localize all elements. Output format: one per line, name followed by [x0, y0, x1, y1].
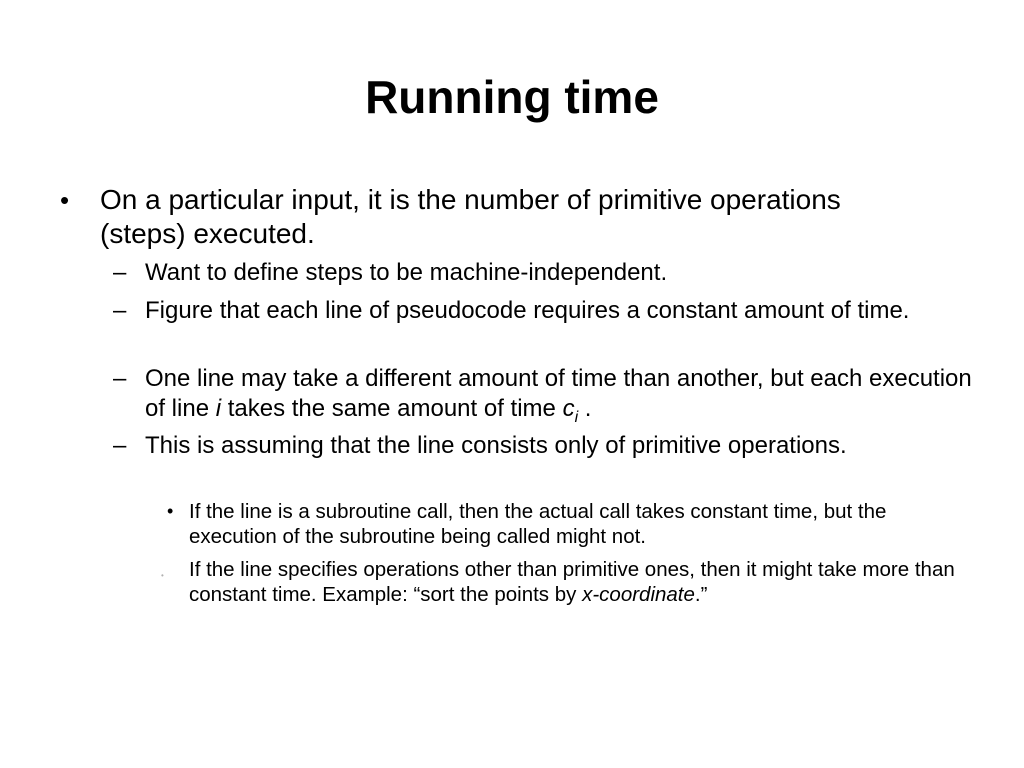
- bullet-level2: [113, 364, 975, 433]
- bullet-level2: [113, 258, 975, 288]
- cost-subscript: i: [574, 409, 579, 426]
- line-variable: i: [215, 395, 222, 422]
- bullet-level1: [60, 183, 880, 251]
- bullet-text-part: takes the same amount of time: [221, 395, 563, 422]
- bullet-level3: [167, 499, 979, 549]
- bullet-level2: [113, 431, 975, 461]
- bullet-text: On a particular input, it is the number of primitive operations (steps) executed.: [100, 184, 841, 249]
- dash-marker: –: [113, 259, 127, 286]
- bullet-text-part: .: [578, 395, 592, 422]
- bullet-text: This is assuming that the line consists only of primitive operations.: [145, 432, 847, 459]
- cost-variable: c: [562, 395, 575, 422]
- bullet-text: Want to define steps to be machine-independent.: [145, 259, 668, 286]
- dash-marker: –: [113, 365, 127, 392]
- slide-title: Running time: [365, 71, 659, 123]
- bullet-level3: [161, 557, 979, 607]
- dash-marker: –: [113, 297, 127, 324]
- bullet-marker: •: [60, 185, 70, 215]
- bullet-marker: •: [161, 571, 164, 580]
- bullet-text-part: .”: [694, 583, 708, 606]
- bullet-text-part: One line may take a different amount of time than another, but each execution of line: [145, 365, 972, 422]
- italic-term: x-coordinate: [582, 583, 695, 606]
- bullet-text-part: If the line specifies operations other than primitive ones, then it might take more than constant time. Example: “sort the points by: [189, 558, 955, 606]
- bullet-level2: [113, 296, 975, 326]
- dash-marker: –: [113, 432, 127, 459]
- bullet-text: Figure that each line of pseudocode requires a constant amount of time.: [145, 297, 910, 324]
- bullet-text: If the line is a subroutine call, then the actual call takes constant time, but the execution of the subroutine being called might not.: [189, 500, 887, 548]
- bullet-marker: •: [167, 501, 174, 521]
